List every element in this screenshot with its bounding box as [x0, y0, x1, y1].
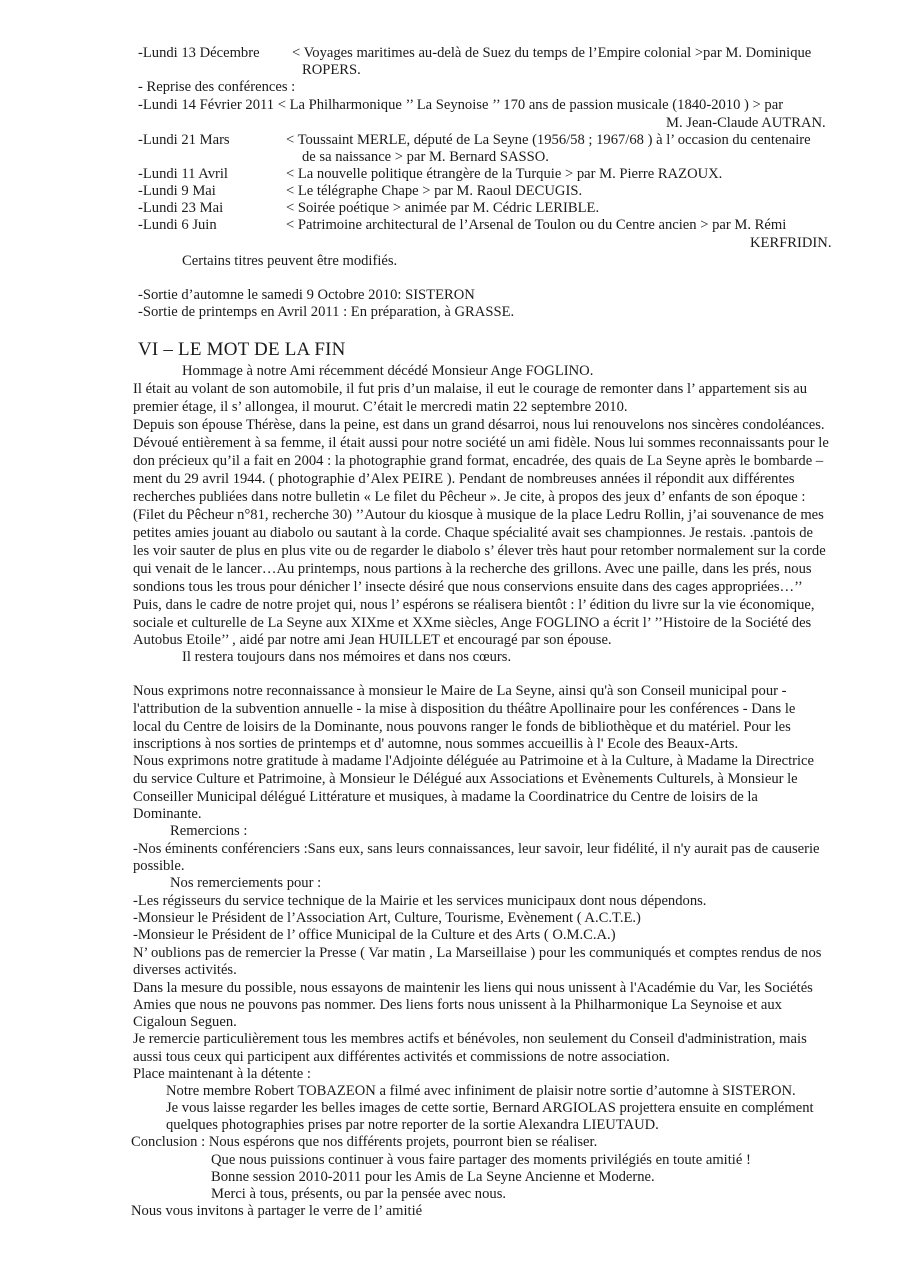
thanks-line: -Monsieur le Président de l’ office Municipal de la Culture et des Arts ( O.M.C.A.) — [133, 927, 616, 943]
conference-date: -Lundi 23 Mai — [138, 200, 224, 216]
conference-date: -Lundi 21 Mars — [138, 132, 230, 148]
thanks-line: Notre membre Robert TOBAZEON a filmé avec infiniment de plaisir notre sortie d’automne à SISTERON. — [166, 1083, 796, 1099]
conclusion-line: Bonne session 2010-2011 pour les Amis de La Seyne Ancienne et Moderne. — [211, 1169, 655, 1185]
conference-mar21 — [138, 132, 811, 149]
tribute-line: sondions tous les trous pour dénicher l’ insecte désiré que nous conservions ensuite dans des cages appropriées…’’ — [133, 579, 803, 595]
conference-speaker: ROPERS. — [302, 62, 361, 78]
thanks-line: Conseiller Municipal délégué Littérature et musiques, à madame la Coordinatrice du Centre de loisirs de la — [133, 789, 758, 805]
thanks-line: aussi tous ceux qui participent aux différentes activités et commissions de notre association. — [133, 1049, 670, 1065]
tribute-line: Autobus Etoile’’ , aidé par notre ami Jean HUILLET et encouragé par son épouse. — [133, 632, 612, 648]
conclusion-line: Conclusion : Nous espérons que nos différents projets, pourront bien se réaliser. — [131, 1134, 598, 1150]
tribute-line: Hommage à notre Ami récemment décédé Monsieur Ange FOGLINO. — [182, 363, 594, 379]
tribute-line: (Filet du Pêcheur n°81, recherche 30) ’’Autour du kiosque à musique de la place Ledru Rollin, j’ai souvenance de mes — [133, 507, 824, 523]
conference-date: -Lundi 6 Juin — [138, 217, 217, 233]
conference-title: < Toussaint MERLE, député de La Seyne (1956/58 ; 1967/68 ) à l’ occasion du centenaire — [286, 132, 811, 148]
tribute-line: Il restera toujours dans nos mémoires et dans nos cœurs. — [182, 649, 512, 665]
conference-title: < La nouvelle politique étrangère de la Turquie > par M. Pierre RAZOUX. — [286, 166, 723, 182]
conference-title: < Voyages maritimes au-delà de Suez du temps de l’Empire colonial >par M. Dominique — [292, 45, 812, 61]
tribute-line: premier étage, il s’ allongea, il mourut. C’était le mercredi matin 22 septembre 2010. — [133, 399, 628, 415]
thanks-line: Cigaloun Seguen. — [133, 1014, 237, 1030]
thanks-line: du service Culture et Patrimoine, à Monsieur le Délégué aux Associations et Evènements Culturels, à Monsieur le — [133, 771, 798, 787]
tribute-line: qui venait de le lancer…Au printemps, nous partions à la recherche des grillons. Avec une paille, dans les prés, nous — [133, 561, 812, 577]
conclusion-line: Nous vous invitons à partager le verre de l’ amitié — [131, 1203, 423, 1219]
section-heading: VI – LE MOT DE LA FIN — [138, 339, 346, 360]
thanks-line: quelques photographies prises par notre reporter de la sortie Alexandra LIEUTAUD. — [166, 1117, 659, 1133]
conference-may9 — [138, 183, 582, 200]
thanks-line: Je vous laisse regarder les belles images de cette sortie, Bernard ARGIOLAS projettera ensuite en complément — [166, 1100, 814, 1116]
thanks-line: -Monsieur le Président de l’Association Art, Culture, Tourisme, Evènement ( A.C.T.E.) — [133, 910, 641, 926]
thanks-line: -Les régisseurs du service technique de la Mairie et les services municipaux dont nous dépendons. — [133, 893, 707, 909]
conference-jun6 — [138, 217, 786, 234]
thanks-line: Nos remerciements pour : — [170, 875, 322, 891]
thanks-line: Place maintenant à la détente : — [133, 1066, 311, 1082]
thanks-line: Amies que nous ne pouvons pas nommer. Des liens forts nous unissent à la Philharmonique La Seynoise et aux — [133, 997, 782, 1013]
tribute-line: ment du 29 avril 1944. ( photographie d’Alex PEIRE ). Pendant de nombreuses années il répondit aux différentes — [133, 471, 795, 487]
thanks-line: Dans la mesure du possible, nous essayons de maintenir les liens qui nous unissent à l'Académie du Var, les Sociétés — [133, 980, 813, 996]
thanks-line: Je remercie particulièrement tous les membres actifs et bénévoles, non seulement du Conseil d'administration, mais — [133, 1031, 807, 1047]
thanks-line: Nous exprimons notre gratitude à madame l'Adjointe déléguée au Patrimoine et à la Culture, à Madame la Directrice — [133, 753, 814, 769]
conference-may23 — [138, 200, 599, 217]
conference-feb14: -Lundi 14 Février 2011 < La Philharmonique ’’ La Seynoise ’’ 170 ans de passion musicale (1840-2010 ) > par — [138, 97, 784, 113]
thanks-line: l'attribution de la subvention annuelle - la mise à disposition du théâtre Apollinaire pour les conférences - Dans le — [133, 701, 796, 717]
thanks-line: N’ oublions pas de remercier la Presse ( Var matin , La Marseillaise ) pour les communiqués et comptes rendus de nos — [133, 945, 822, 961]
conclusion-line: Que nous puissions continuer à vous faire partager des moments privilégiés en toute amitié ! — [211, 1152, 751, 1168]
thanks-line: inscriptions à nos sorties de printemps et d' automne, nous sommes accueillis à l' Ecole des Beaux-Arts. — [133, 736, 739, 752]
conference-date: -Lundi 11 Avril — [138, 166, 228, 182]
conference-title: < Patrimoine architectural de l’Arsenal de Toulon ou du Centre ancien > par M. Rémi — [286, 217, 787, 233]
outing-spring: -Sortie de printemps en Avril 2011 : En préparation, à GRASSE. — [138, 304, 515, 320]
reprise-heading: - Reprise des conférences : — [138, 79, 296, 95]
conference-title: < Le télégraphe Chape > par M. Raoul DECUGIS. — [286, 183, 583, 199]
thanks-line: possible. — [133, 858, 185, 874]
tribute-line: Depuis son épouse Thérèse, dans la peine, est dans un grand désarroi, nous lui renouvelons nos sincères condoléances. — [133, 417, 825, 433]
conference-date: -Lundi 9 Mai — [138, 183, 216, 199]
conference-dec13 — [138, 45, 811, 62]
conference-date: -Lundi 13 Décembre — [138, 45, 260, 61]
thanks-line: local du Centre de loisirs de la Dominante, nous pouvons ranger le fonds de bibliothèque et du matériel. Pour les — [133, 719, 791, 735]
tribute-line: les voir sauter de plus en plus vite ou de regarder le diabolo s’ élever très haut pour retomber normalement sur la corde — [133, 543, 826, 559]
tribute-line: petites amies jouant au diabolo ou sautant à la corde. Chaque spécialité avait ses championnes. Je restais. .pantois de — [133, 525, 814, 541]
schedule-note: Certains titres peuvent être modifiés. — [182, 253, 398, 269]
conference-speaker: M. Jean-Claude AUTRAN. — [666, 115, 826, 131]
outing-autumn: -Sortie d’automne le samedi 9 Octobre 2010: SISTERON — [138, 287, 475, 303]
thanks-line: diverses activités. — [133, 962, 237, 978]
thanks-line: Nous exprimons notre reconnaissance à monsieur le Maire de La Seyne, ainsi qu'à son Conseil municipal pour - — [133, 683, 787, 699]
thanks-line: -Nos éminents conférenciers :Sans eux, sans leurs connaissances, leur savoir, leur fidélité, il n'y aurait pas de causerie — [133, 841, 820, 857]
conclusion-line: Merci à tous, présents, ou par la pensée avec nous. — [211, 1186, 507, 1202]
thanks-line: Dominante. — [133, 806, 202, 822]
conference-title: < Soirée poétique > animée par M. Cédric LERIBLE. — [286, 200, 600, 216]
tribute-line: sociale et culturelle de La Seyne aux XIXme et XXme siècles, Ange FOGLINO a écrit l’ ’’Histoire de la Société des — [133, 615, 812, 631]
tribute-line: don précieux qu’il a fait en 2004 : la photographie grand format, encadrée, des quais de La Seyne après le bombarde – — [133, 453, 824, 469]
tribute-line: recherches publiées dans notre bulletin « Le filet du Pêcheur ». Je cite, à propos des jeux d’ enfants de son époque : — [133, 489, 806, 505]
thanks-line: Remercions : — [170, 823, 248, 839]
conference-apr11 — [138, 166, 722, 183]
conference-speaker: de sa naissance > par M. Bernard SASSO. — [302, 149, 549, 165]
tribute-line: Dévoué entièrement à sa femme, il était aussi pour notre société un ami fidèle. Nous lui sommes reconnaissants pour le — [133, 435, 829, 451]
tribute-line: Puis, dans le cadre de notre projet qui, nous l’ espérons se réalisera bientôt : l’ édition du livre sur la vie économique, — [133, 597, 815, 613]
tribute-line: Il était au volant de son automobile, il fut pris d’un malaise, il eut le courage de remonter dans l’ appartement sis au — [133, 381, 808, 397]
conference-speaker: KERFRIDIN. — [750, 235, 832, 251]
